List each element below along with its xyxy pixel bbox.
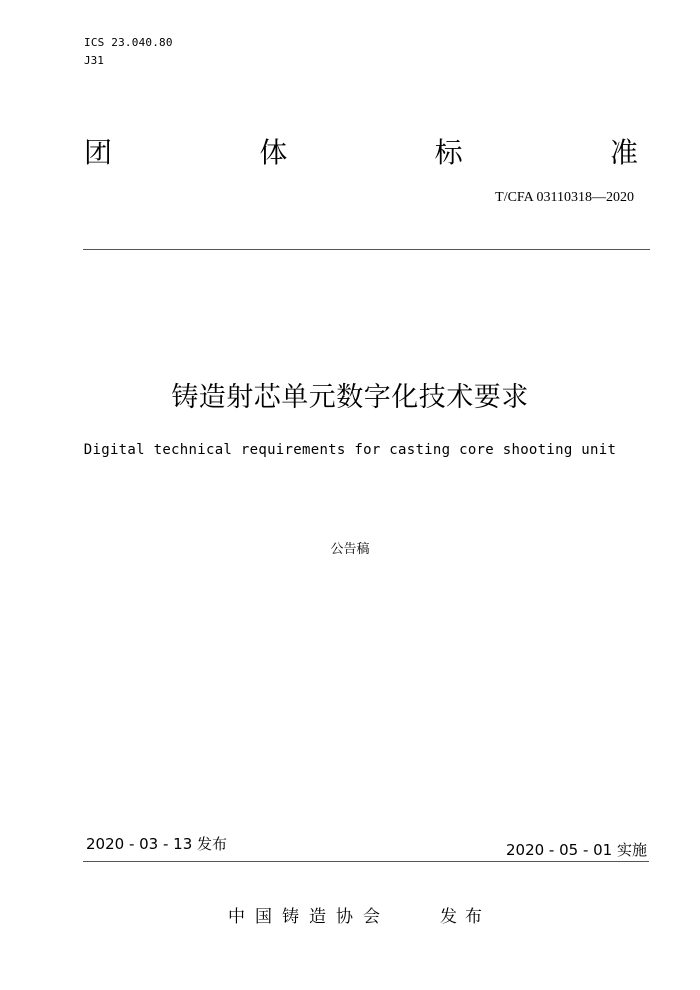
standard-type-char: 团 [84,136,113,169]
issue-action: 发布 [440,907,490,927]
publish-date: 2020 - 03 - 13 发布 [86,835,228,853]
standard-type-title [84,136,638,170]
top-divider [83,249,650,250]
standard-type-char: 体 [259,136,288,169]
bottom-divider [83,861,649,862]
document-stage: 公告稿 [330,542,370,557]
standard-type-char: 准 [609,136,638,169]
issuing-organization: 中国铸造协会 [228,907,390,927]
document-title-chinese: 铸造射芯单元数字化技术要求 [171,382,529,413]
standard-type-char: 标 [434,136,463,169]
document-title-english: Digital technical requirements for casting core shooting unit [83,442,617,458]
standard-number: T/CFA 03110318—2020 [495,190,634,205]
implementation-date: 2020 - 05 - 01 实施 [505,841,647,859]
classification-code: J31 [84,54,104,67]
ics-code: ICS 23.040.80 [84,36,173,49]
